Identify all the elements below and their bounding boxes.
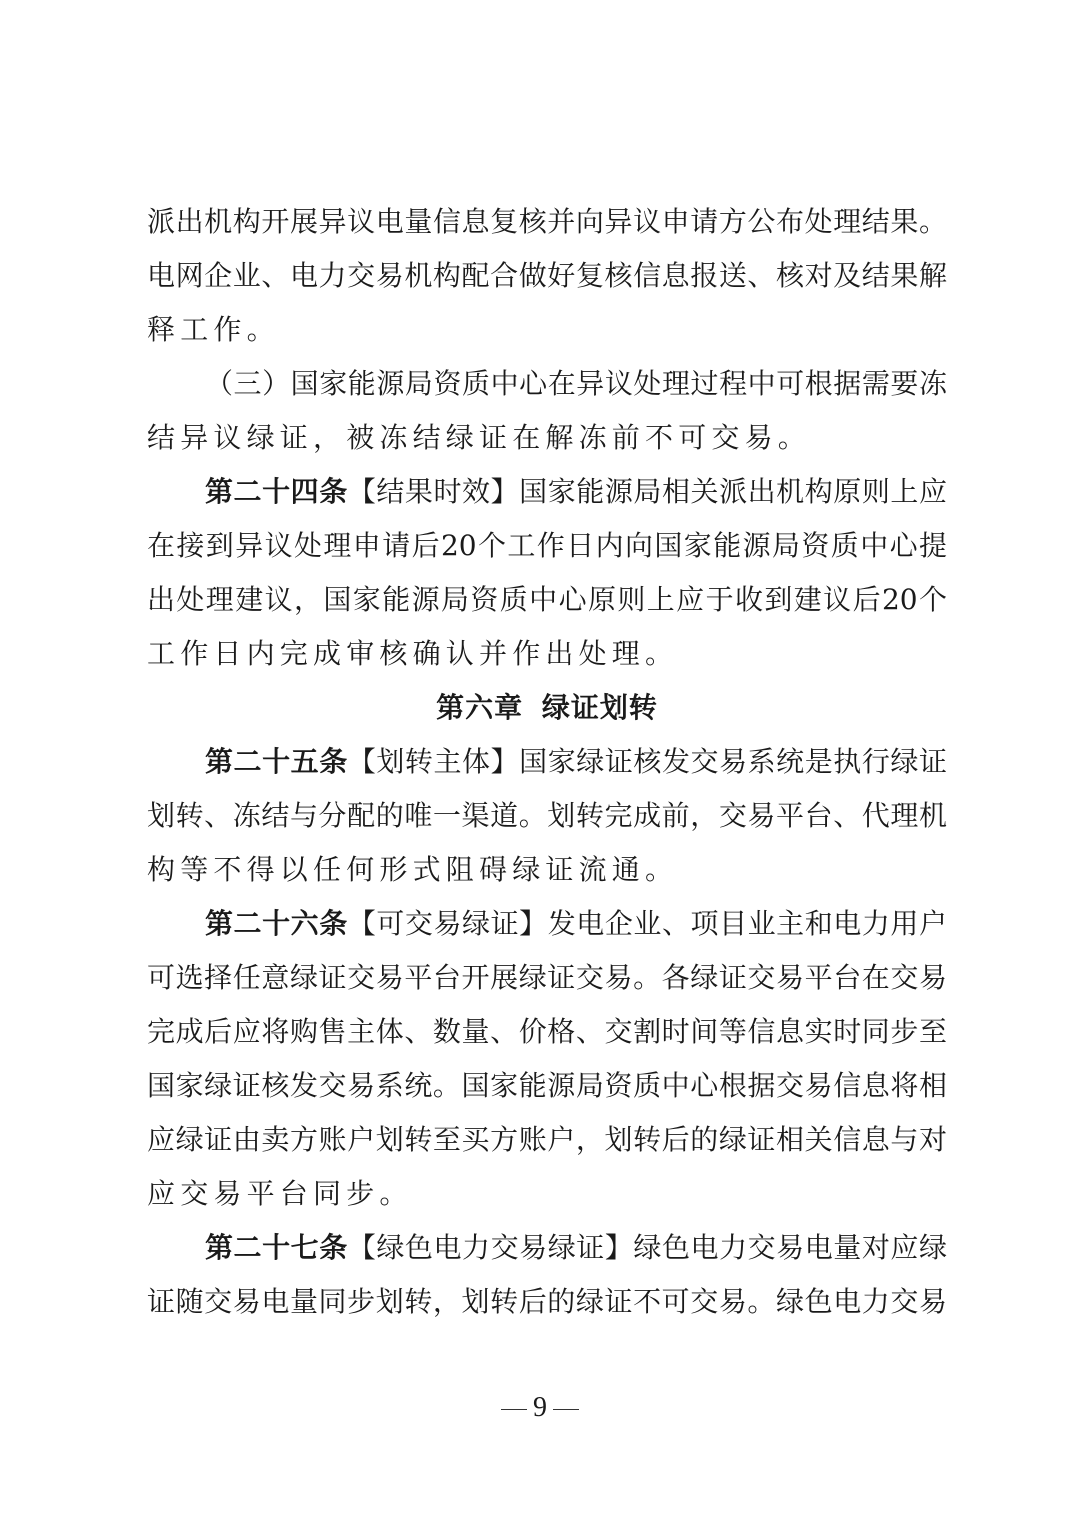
article-title: 【绿色电力交易绿证】 xyxy=(347,1231,634,1264)
body-text-line: 划转、冻结与分配的唯一渠道。划转完成前，交易平台、代理机 xyxy=(147,799,947,832)
body-text-line: 工作日内完成审核确认并作出处理。 xyxy=(147,637,679,670)
article-25-first-line xyxy=(147,735,947,789)
article-number: 第二十五条 xyxy=(205,745,348,778)
body-text-line: 应绿证由卖方账户划转至买方账户，划转后的绿证相关信息与对 xyxy=(147,1123,947,1156)
dash-left-decoration xyxy=(501,1409,527,1411)
body-text-line: 释工作。 xyxy=(147,313,280,346)
dash-right-decoration xyxy=(553,1409,579,1411)
document-body xyxy=(147,195,947,1329)
body-text-line: 在接到异议处理申请后20个工作日内向国家能源局资质中心提 xyxy=(147,529,947,562)
chapter-title: 第六章 绿证划转 xyxy=(436,691,658,724)
body-text: 国家能源局相关派出机构原则上应 xyxy=(519,475,947,508)
body-text-line: 可选择任意绿证交易平台开展绿证交易。各绿证交易平台在交易 xyxy=(147,961,947,994)
article-27-first-line xyxy=(147,1221,947,1275)
body-text-line: 构等不得以任何形式阻碍绿证流通。 xyxy=(147,853,679,886)
body-text-line: 电网企业、电力交易机构配合做好复核信息报送、核对及结果解 xyxy=(147,259,947,292)
body-text-line: 派出机构开展异议电量信息复核并向异议申请方公布处理结果。 xyxy=(147,205,947,238)
article-26-first-line xyxy=(147,897,947,951)
body-text-line: 完成后应将购售主体、数量、价格、交割时间等信息实时同步至 xyxy=(147,1015,947,1048)
article-title: 【结果时效】 xyxy=(347,475,520,508)
article-number: 第二十四条 xyxy=(205,475,348,508)
body-text-line: 出处理建议，国家能源局资质中心原则上应于收到建议后20个 xyxy=(147,583,947,616)
body-text-line: 国家绿证核发交易系统。国家能源局资质中心根据交易信息将相 xyxy=(147,1069,947,1102)
page-number-footer xyxy=(0,1392,1080,1424)
body-text: 绿色电力交易电量对应绿 xyxy=(633,1231,947,1264)
body-text-line: 结异议绿证，被冻结绿证在解冻前不可交易。 xyxy=(147,421,812,454)
article-number: 第二十六条 xyxy=(205,907,348,940)
article-number: 第二十七条 xyxy=(205,1231,348,1264)
article-24-first-line xyxy=(147,465,947,519)
article-title: 【划转主体】 xyxy=(347,745,520,778)
page-number: 9 xyxy=(533,1392,547,1423)
body-text-line: 证随交易电量同步划转，划转后的绿证不可交易。绿色电力交易 xyxy=(147,1285,947,1318)
body-text-line: （三）国家能源局资质中心在异议处理过程中可根据需要冻 xyxy=(205,367,947,400)
body-text-line: 应交易平台同步。 xyxy=(147,1177,413,1210)
body-text: 国家绿证核发交易系统是执行绿证 xyxy=(519,745,947,778)
article-title: 【可交易绿证】 xyxy=(347,907,548,940)
body-text: 发电企业、项目业主和电力用户 xyxy=(547,907,947,940)
